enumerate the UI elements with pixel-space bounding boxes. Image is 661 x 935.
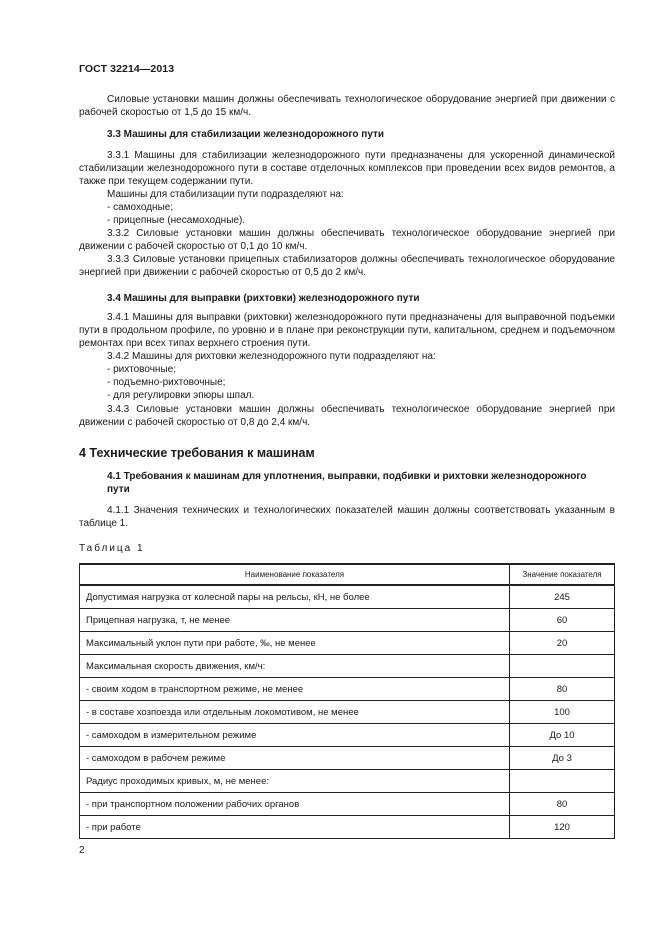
paragraph-3-4-3: 3.4.3 Силовые установки машин должны обеспечивать технологическое оборудование энергией при движении с рабочей скоростью от 0,8 до 2,4 км/ч. — [79, 404, 615, 428]
page-number: 2 — [79, 845, 85, 856]
table-row — [80, 747, 615, 770]
column-header-parameter: Наименование показателя — [80, 564, 510, 585]
table-row — [80, 609, 615, 632]
cell-value: До 3 — [510, 747, 615, 770]
list-item-straightening: - рихтовочные; — [107, 364, 176, 375]
cell-parameter: - самоходом в измерительном режиме — [80, 724, 510, 747]
table-header-row — [80, 564, 615, 585]
paragraph-3-3-3: 3.3.3 Силовые установки прицепных стабилизаторов должны обеспечивать технологическое оборудование энергией при движении с рабочей скоростью от 0,5 до 2 км/ч. — [79, 254, 615, 278]
table-row — [80, 724, 615, 747]
cell-value: До 10 — [510, 724, 615, 747]
paragraph-4-1-1: 4.1.1 Значения технических и технологических показателей машин должны соответствовать указанным в таблице 1. — [79, 505, 615, 529]
table-row — [80, 701, 615, 724]
section-3-4-heading: 3.4 Машины для выправки (рихтовки) железнодорожного пути — [107, 293, 420, 304]
cell-parameter: Прицепная нагрузка, т, не менее — [80, 609, 510, 632]
cell-value — [510, 655, 615, 678]
paragraph-3-3-classes: Машины для стабилизации пути подразделяют на: — [107, 189, 344, 200]
table-row — [80, 585, 615, 609]
table-row — [80, 816, 615, 839]
paragraph-3-4-1: 3.4.1 Машины для выправки (рихтовки) железнодорожного пути предназначены для выправочной подъемки пути в продольном профиле, по уровню и в плане при реконструкции пути, капитальном, среднем и подъемочном ремонтах при всех типах верхнего строения пути. — [79, 312, 615, 349]
table-row — [80, 678, 615, 701]
cell-value: 20 — [510, 632, 615, 655]
cell-parameter: - своим ходом в транспортном режиме, не менее — [80, 678, 510, 701]
paragraph-3-3-1: 3.3.1 Машины для стабилизации железнодорожного пути предназначены для ускоренной динамической стабилизации железнодорожного пути в составе отделочных комплексов при проведении всех видов ремонтов, а также при текущем содержании пути. — [79, 150, 615, 187]
parameters-table — [79, 563, 615, 839]
section-3-3-heading: 3.3 Машины для стабилизации железнодорожного пути — [107, 129, 385, 140]
section-4-1-heading: 4.1 Требования к машинам для уплотнения, выправки, подбивки и рихтовки железнодорожного пути — [107, 471, 587, 495]
cell-parameter: - при работе — [80, 816, 510, 839]
paragraph-3-4-2: 3.4.2 Машины для рихтовки железнодорожного пути подразделяют на: — [107, 351, 436, 362]
cell-value: 60 — [510, 609, 615, 632]
cell-parameter: Допустимая нагрузка от колесной пары на рельсы, кН, не более — [80, 585, 510, 609]
section-4-heading: 4 Технические требования к машинам — [79, 446, 315, 460]
table-row — [80, 632, 615, 655]
table-row — [80, 655, 615, 678]
cell-parameter: - в составе хозпоезда или отдельным локомотивом, не менее — [80, 701, 510, 724]
cell-value: 80 — [510, 793, 615, 816]
list-item-trailed: - прицепные (несамоходные). — [107, 215, 246, 226]
paragraph-3-3-2: 3.3.2 Силовые установки машин должны обеспечивать технологическое оборудование энергией при движении с рабочей скоростью от 0,1 до 10 км/ч. — [79, 228, 615, 252]
list-item-sleeper-spacing: - для регулировки эпюры шпал. — [107, 390, 255, 401]
cell-parameter: Радиус проходимых кривых, м, не менее: — [80, 770, 510, 793]
cell-parameter: Максимальный уклон пути при работе, ‰, не менее — [80, 632, 510, 655]
cell-value: 245 — [510, 585, 615, 609]
cell-parameter: - самоходом в рабочем режиме — [80, 747, 510, 770]
column-header-value: Значение показателя — [510, 564, 615, 585]
table-row — [80, 793, 615, 816]
list-item-self-propelled: - самоходные; — [107, 202, 174, 213]
cell-parameter: - при транспортном положении рабочих органов — [80, 793, 510, 816]
table-row — [80, 770, 615, 793]
list-item-lift-straightening: - подъемно-рихтовочные; — [107, 377, 226, 388]
cell-value: 80 — [510, 678, 615, 701]
cell-value — [510, 770, 615, 793]
table-caption: Таблица 1 — [79, 543, 145, 554]
paragraph-power-speed: Силовые установки машин должны обеспечивать технологическое оборудование энергией при движении с рабочей скоростью от 1,5 до 15 км/ч. — [79, 94, 615, 118]
cell-parameter: Максимальная скорость движения, км/ч: — [80, 655, 510, 678]
standard-code-header: ГОСТ 32214—2013 — [79, 63, 175, 75]
cell-value: 120 — [510, 816, 615, 839]
cell-value: 100 — [510, 701, 615, 724]
